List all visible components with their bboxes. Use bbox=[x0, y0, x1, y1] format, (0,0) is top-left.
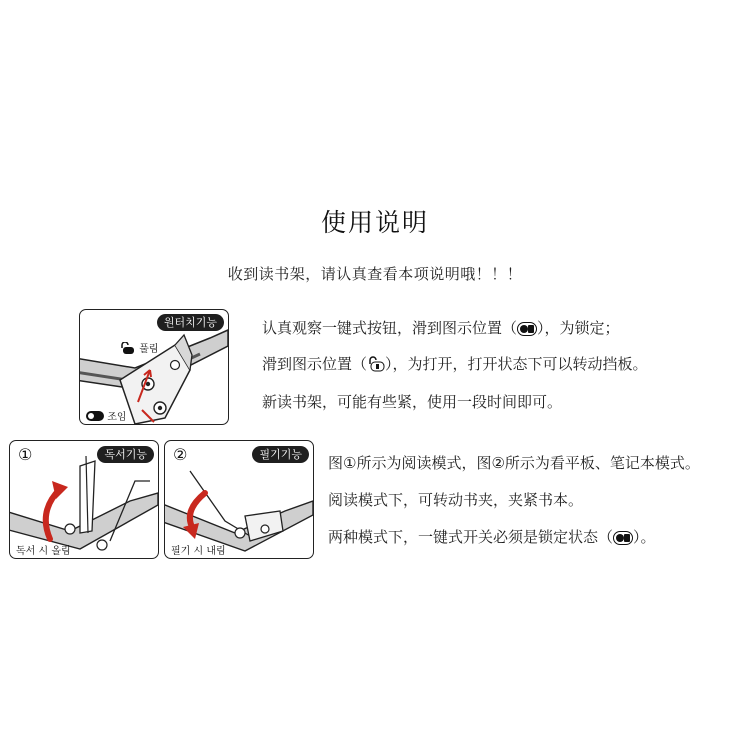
page-subtitle: 收到读书架，请认真查看本项说明哦！！！ bbox=[227, 265, 523, 283]
release-indicator bbox=[120, 340, 159, 355]
reading-caption: 독서 시 올림 bbox=[16, 546, 71, 557]
unlock-state-icon bbox=[367, 356, 385, 372]
writing-caption: 필기 시 내림 bbox=[171, 546, 226, 557]
lock-icon bbox=[86, 411, 104, 421]
lock-state-icon bbox=[613, 531, 633, 545]
figure-number-2: ② bbox=[173, 445, 188, 464]
mode-line-2: 阅读模式下，可转动书夹，夹紧书本。 bbox=[328, 491, 584, 509]
page-title: 使用说明 bbox=[320, 208, 429, 237]
instruction-line-3: 新读书架，可能有些紧，使用一段时间即可。 bbox=[262, 393, 563, 411]
figure-onetouch-panel bbox=[79, 309, 229, 425]
figure-number-1: ① bbox=[18, 445, 33, 464]
lock-state-icon bbox=[517, 322, 537, 336]
instruction-line-2: 滑到图示位置（ ），为打开，打开状态下可以转动挡板。 bbox=[262, 355, 648, 373]
figure-writing-panel bbox=[164, 440, 314, 559]
mode-line-3: 两种模式下，一键式开关必须是锁定状态（ ）。 bbox=[328, 528, 656, 546]
onetouch-tag: 원터치기능 bbox=[157, 314, 224, 331]
reading-tag: 독서기능 bbox=[97, 446, 154, 463]
figure-reading-panel bbox=[9, 440, 159, 559]
lock-indicator bbox=[86, 408, 127, 423]
release-label: 풀림 bbox=[139, 344, 159, 355]
instruction-line-1: 认真观察一键式按钮，滑到图示位置（ ），为锁定； bbox=[262, 319, 620, 337]
writing-tag: 필기기능 bbox=[252, 446, 309, 463]
unlock-icon bbox=[120, 342, 136, 354]
lock-label: 조임 bbox=[107, 412, 127, 423]
mode-line-1: 图①所示为阅读模式，图②所示为看平板、笔记本模式。 bbox=[328, 454, 700, 472]
